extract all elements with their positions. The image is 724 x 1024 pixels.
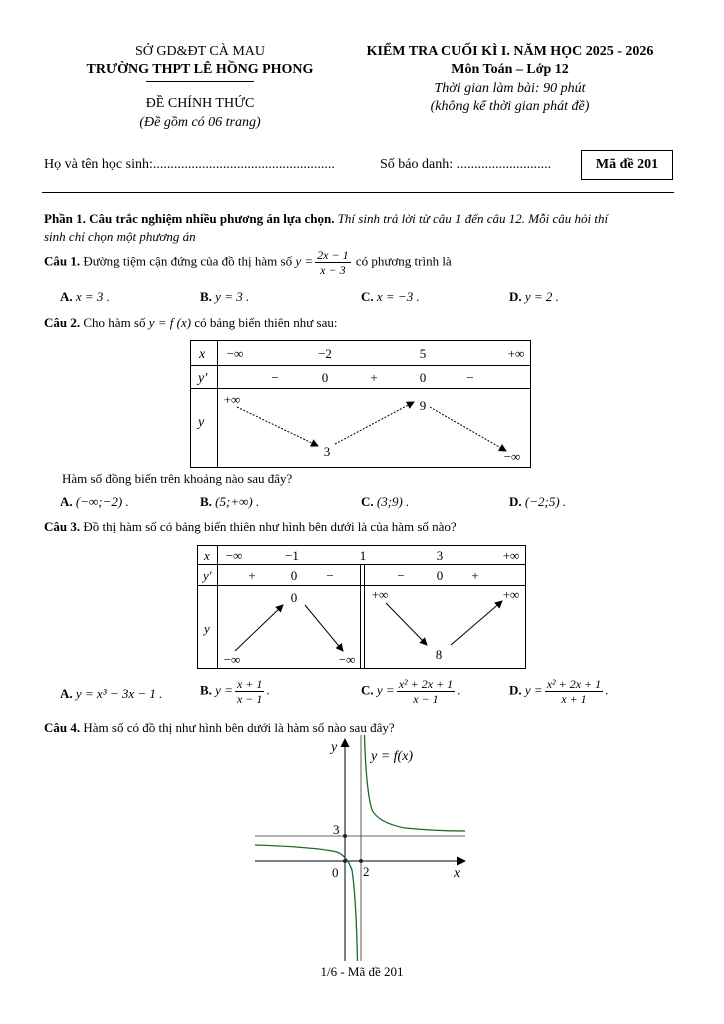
q3-option-d[interactable]: D. y = $\frac{\text{x² + 2x + 1}}{x + 1}$ .: [509, 677, 609, 706]
q1-option-d[interactable]: D. y = 2 .: [509, 289, 559, 304]
q4-origin-label: 0: [332, 865, 339, 880]
q4-x-axis-label: x: [454, 866, 461, 881]
q4-fn-label: y = f(x): [371, 749, 414, 764]
exam-title: KIỂM TRA CUỐI KÌ I. NĂM HỌC 2025 - 2026: [366, 44, 654, 59]
q3-y-val: −∞: [223, 652, 241, 667]
q1-option-c[interactable]: C. x = −3 .: [361, 289, 420, 304]
q2-variation-table: [190, 340, 531, 468]
q3-arrow-up: [451, 601, 502, 645]
q2-question: Hàm số đồng biến trên khoảng nào sau đây?: [62, 471, 293, 486]
q2-x-val: 5: [419, 346, 427, 361]
q3-y-val: 8: [435, 647, 443, 662]
school-name: TRƯỜNG THPT LÊ HỒNG PHONG: [86, 62, 314, 77]
q2-arrow-down: [237, 407, 318, 446]
q4-y-axis-label: y: [331, 740, 338, 755]
q4-point-y3: [343, 834, 347, 838]
time-limit: Thời gian làm bài: 90 phút: [434, 81, 586, 96]
q2-option-b[interactable]: B. (5;+∞) .: [200, 494, 260, 509]
q3-x-val: −∞: [225, 548, 243, 563]
q1-fn-lhs: y =: [295, 253, 314, 269]
q1-text-after: có phương trình là: [355, 253, 452, 269]
q3-arrow-down: [305, 605, 343, 651]
q1-numerator: 2x − 1: [317, 248, 349, 262]
page-count: (Đề gồm có 06 trang): [139, 115, 261, 130]
q2-option-a[interactable]: A. (−∞;−2) .: [60, 494, 129, 509]
q3-option-a[interactable]: A. y = x³ − 3x − 1 .: [60, 686, 163, 701]
q2-arrow-down: [430, 407, 506, 451]
q3-sign: +: [471, 568, 479, 583]
part1-heading: [44, 210, 684, 246]
q2-sign: −: [466, 370, 474, 385]
header-divider: [42, 192, 674, 193]
q4-stem: Câu 4. Hàm số có đồ thị như hình bên dưới là hàm số nào sau đây?: [44, 720, 395, 735]
q2-sign: 0: [419, 370, 427, 385]
q3-y-label: y: [204, 621, 210, 636]
q3-y-val: 0: [290, 590, 298, 605]
q3-stem: Câu 3. Đồ thị hàm số có bảng biến thiên như hình bên dưới là của hàm số nào?: [44, 519, 457, 534]
q1-text: Đường tiệm cận đứng của đồ thị hàm số: [83, 253, 293, 269]
q4-asym-x-label: 2: [363, 864, 370, 879]
q1-option-a[interactable]: A. x = 3 .: [60, 289, 110, 304]
q2-sign: +: [370, 370, 378, 385]
q2-option-c[interactable]: C. (3;9) .: [361, 494, 410, 509]
q2-x-label: x: [199, 347, 206, 362]
q1-denominator: x − 3: [320, 263, 346, 277]
q2-option-d[interactable]: D. (−2;5) .: [509, 494, 567, 509]
q3-arrow-up: [235, 605, 283, 651]
part1-instruction-2: sinh chỉ chọn một phương án: [44, 229, 196, 244]
dept-name: SỞ GD&ĐT CÀ MAU: [134, 44, 266, 59]
q2-y-label: y: [198, 415, 205, 430]
q3-sign: −: [397, 568, 405, 583]
q1-option-b[interactable]: B. y = 3 .: [200, 289, 250, 304]
q3-y-val: +∞: [371, 587, 389, 602]
q1-label: Câu 1.: [44, 253, 81, 269]
page-footer: 1/6 - Mã đề 201: [320, 964, 404, 979]
q2-y-val: 3: [323, 444, 331, 459]
q2-arrow-up: [335, 402, 414, 444]
q4-point-origin: [343, 859, 347, 863]
q3-yp-label: y′: [203, 568, 212, 583]
student-name-field: Họ và tên học sinh:....................................................: [44, 157, 335, 172]
q3-option-b[interactable]: B. y = $\frac{x + 1}{x - 1}$ .: [200, 677, 270, 706]
part1-instruction: Thí sinh trả lời từ câu 1 đến câu 12. Mỗi câu hỏi thí: [337, 211, 609, 226]
q2-sign: −: [271, 370, 279, 385]
q2-fn: y = f (x): [148, 315, 192, 330]
q2-y-val: −∞: [503, 449, 521, 464]
q3-sign: +: [248, 568, 256, 583]
q4-asym-y-label: 3: [333, 822, 340, 837]
part1-title: Phần 1. Câu trắc nghiệm nhiều phương án lựa chọn.: [44, 211, 335, 226]
q4-curve-left: [255, 845, 358, 961]
q3-y-val: +∞: [502, 587, 520, 602]
q3-option-c[interactable]: C. y = $\frac{\text{x² + 2x + 1}}{x - 1}$ .: [361, 677, 461, 706]
official-label: ĐỀ CHÍNH THỨC: [145, 96, 255, 111]
q3-y-val: −∞: [338, 652, 356, 667]
time-note: (không kể thời gian phát đề): [430, 99, 590, 114]
q2-x-val: −∞: [226, 346, 244, 361]
q4-point-x2: [359, 859, 363, 863]
exam-code-box: Mã đề 201: [581, 150, 673, 180]
q1-fraction: [315, 248, 350, 277]
subject-line: Môn Toán – Lớp 12: [451, 62, 569, 77]
q2-x-val: +∞: [507, 346, 525, 361]
q3-sign: 0: [436, 568, 444, 583]
q2-sign: 0: [321, 370, 329, 385]
q3-sign: 0: [290, 568, 298, 583]
q2-y-val: +∞: [223, 392, 241, 407]
q3-arrow-down: [386, 603, 427, 645]
q3-x-val: 1: [359, 548, 367, 563]
school-underline: [146, 81, 254, 82]
q1-stem: [44, 248, 452, 277]
q3-x-label: x: [204, 548, 210, 563]
q4-graph: [255, 735, 470, 961]
q3-x-val: 3: [436, 548, 444, 563]
q2-x-val: −2: [318, 346, 332, 361]
student-id-field: Số báo danh: ...........................: [380, 157, 552, 172]
q2-yp-label: y′: [198, 371, 208, 386]
q3-sign: −: [326, 568, 334, 583]
q2-stem: Câu 2. Cho hàm số y = f (x) có bảng biến thiên như sau:: [44, 315, 338, 330]
q2-y-val: 9: [419, 398, 427, 413]
q3-variation-table: [197, 545, 526, 669]
q3-x-val: +∞: [502, 548, 520, 563]
q3-x-val: −1: [285, 548, 299, 563]
